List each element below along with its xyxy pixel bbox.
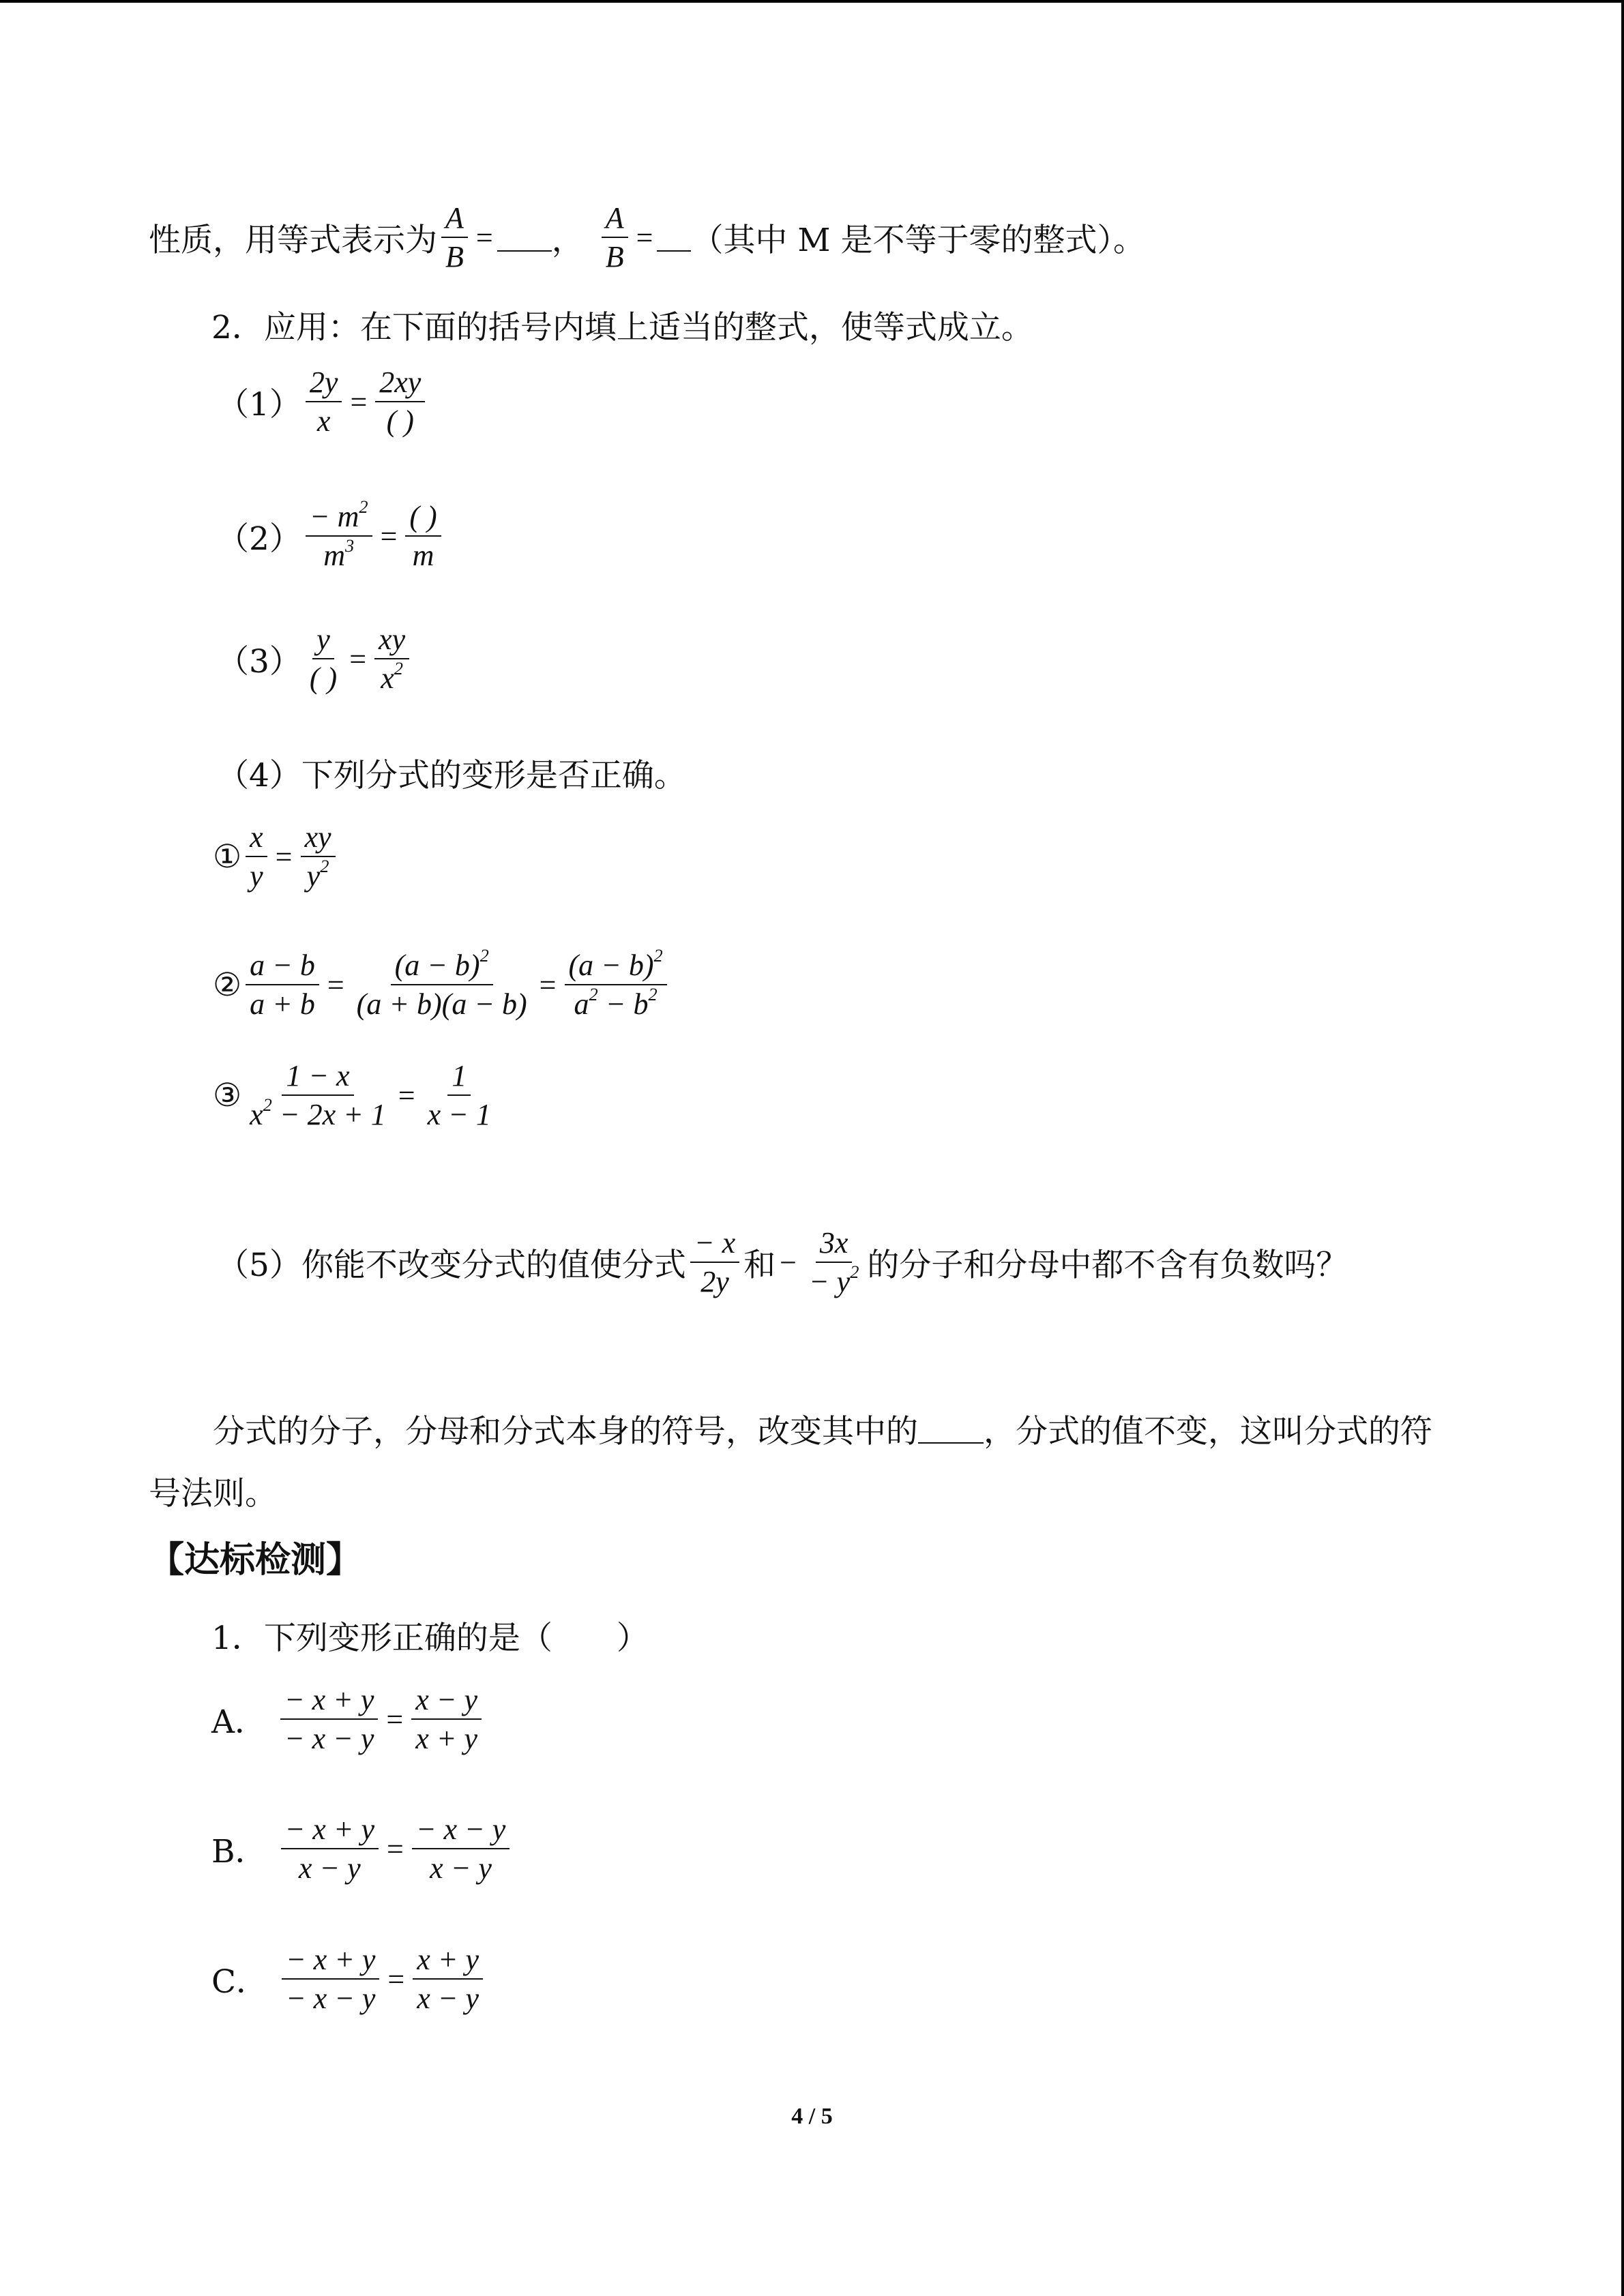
page-right-border <box>1621 0 1624 2296</box>
question-2-item-2: （2） $\frac{- m^2}{m^3}$ = $\frac{( )}{m}$ <box>217 498 445 574</box>
question-2-item-3: （3） $\frac{y}{( )}$ = $\frac{xy}{x^2}$ <box>217 621 413 697</box>
question-4-case-1: ① $\frac{x}{y}$ = $\frac{xy}{y^2}$ <box>213 818 340 895</box>
fill-in-bracket[interactable]: ( ) <box>386 404 414 438</box>
fill-in-bracket[interactable]: ( ) <box>405 498 441 537</box>
sign-rule-line-2: 号法则。 <box>149 1475 277 1512</box>
answer-blank-3[interactable] <box>918 1415 984 1444</box>
page-top-border <box>0 0 1624 3</box>
test-question-1-stem: 1．下列变形正确的是（ ） <box>211 1620 649 1657</box>
option-b[interactable]: B． $\frac{- x + y}{x - y}$ = $\frac{- x - y}{x - y}$ <box>211 1810 514 1887</box>
section-heading: 【达标检测】 <box>149 1539 362 1581</box>
fill-in-bracket[interactable]: ( ) <box>309 661 338 695</box>
sign-rule-line-1: 分式的分子，分母和分式本身的符号，改变其中的 ，分式的值不变，这叫分式的符 <box>213 1413 1432 1450</box>
question-5: （5）你能不改变分式的值使分式 $\frac{- x}{2y}$ 和 − $\frac{3x}{- y^2}$ 的分子和分母中都不含有负数吗？ <box>217 1224 1348 1300</box>
question-4-case-3: ③ $\frac{1 - x}{x^2 - 2x + 1}$ = $\frac{1}{x - 1}$ <box>213 1057 499 1133</box>
option-a[interactable]: A． $\frac{- x + y}{- x - y}$ = $\frac{x - y}{x + y}$ <box>211 1681 486 1757</box>
fraction-a-over-b-1: $\frac{A}{B}$ <box>441 199 468 275</box>
answer-blank-2[interactable] <box>657 223 691 252</box>
page-number: 4 / 5 <box>791 2104 833 2129</box>
answer-blank-1[interactable] <box>497 223 552 252</box>
question-2-intro: 2．应用：在下面的括号内填上适当的整式，使等式成立。 <box>211 309 1033 346</box>
question-4-case-2: ② $\frac{a - b}{a + b}$ = $\frac{(a - b)^2}{(a + b)(a - b)}$ = $\frac{(a - b)^2}{a^2 - b^2}$ <box>213 946 671 1023</box>
property-line: 性质，用等式表示为 $\frac{A}{B}$ = ， $\frac{A}{B}$ = （其中 M 是不等于零的整式）。 <box>149 199 1145 275</box>
fraction-a-over-b-2: $\frac{A}{B}$ <box>602 199 628 275</box>
property-text: 性质，用等式表示为 <box>149 221 437 259</box>
question-4-label: （4）下列分式的变形是否正确。 <box>217 757 686 794</box>
option-c[interactable]: C． $\frac{- x + y}{- x - y}$ = $\frac{x + y}{x - y}$ <box>211 1941 487 2017</box>
question-2-item-1: （1） $\frac{2y}{x}$ = $\frac{2xy}{( )}$ <box>217 363 429 440</box>
